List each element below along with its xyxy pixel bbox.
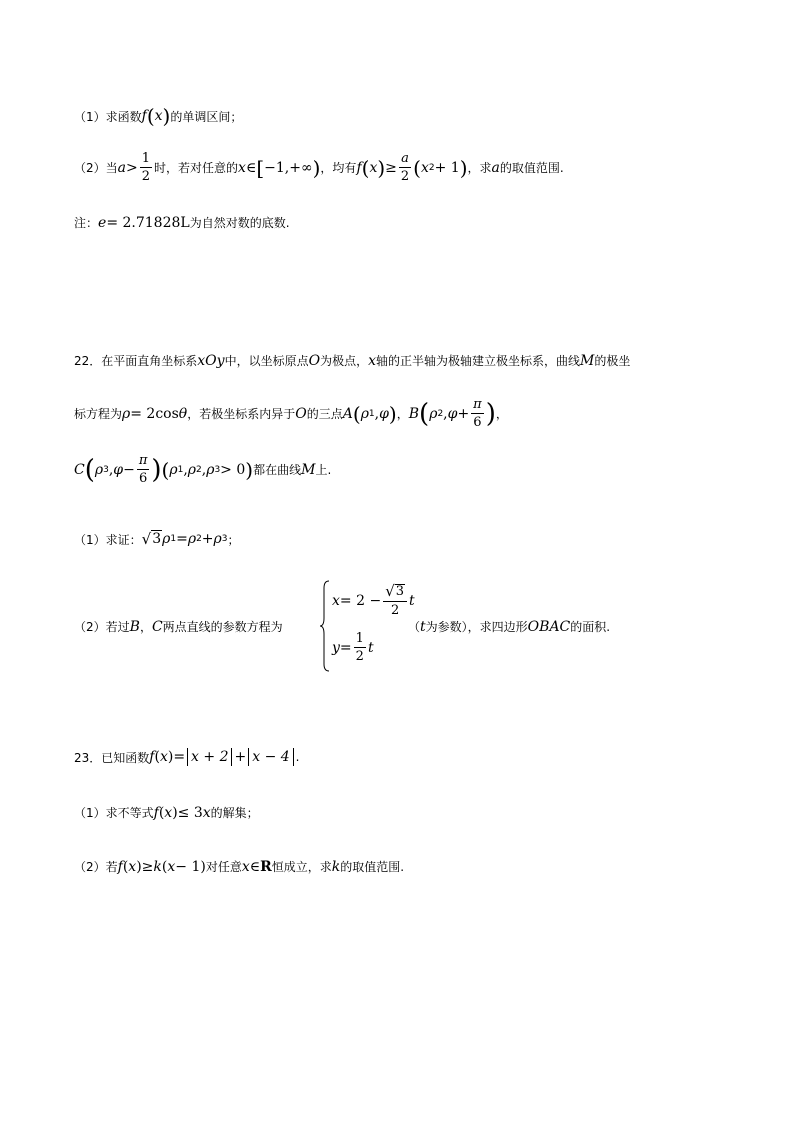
q23-part2: （2）若 f ( x ) ≥ k ( x − 1 ) 对任意 x ∈ R 恒成立，求 k 的取值范围. [74, 858, 405, 875]
op-ge: ≥ [141, 858, 154, 875]
frac-den: 2 [355, 649, 364, 664]
q22-text3: 轴的正半轴为极轴建立极坐标系，曲线 [376, 354, 581, 368]
param-t: t [367, 639, 374, 656]
frac-den: 6 [473, 415, 482, 430]
q22-part2-text1: 两点直线的参数方程为 [162, 620, 283, 634]
var-x: x [369, 159, 378, 176]
separator: ， [396, 407, 409, 421]
frac-num: π [138, 453, 148, 468]
op-plus: + [457, 405, 470, 422]
separator: ， [495, 407, 508, 421]
var-x: x [420, 159, 429, 176]
q23-number: 23．已知函数 [74, 750, 150, 765]
plus-one: + 1 [434, 159, 460, 176]
param-t: t [420, 618, 426, 635]
func-f: f [117, 858, 123, 875]
op-in: ∈ [249, 858, 261, 875]
q22-line2: 标方程为 ρ = 2cos θ ，若极坐标系内异于 O 的三点 A ( ρ 1 , φ ) ， B ( ρ 2 , φ + $\frac{\pi}{6}$ ) ， [74, 397, 508, 430]
minus-one: − 1 [175, 858, 201, 875]
op-le: ≤ 3 [177, 804, 203, 821]
left-brace-icon [320, 580, 330, 672]
q22-part2-tail [408, 618, 610, 635]
op-minus: − [123, 461, 135, 478]
q22-part1: （1）求证： √ 3 ρ 1 = ρ 2 + ρ 3 ； [74, 530, 240, 548]
frac-num: 1 [141, 151, 151, 166]
var-x: x [128, 858, 137, 875]
q21-part2-text2: ，均有 [320, 161, 357, 175]
var-x: x [159, 749, 168, 765]
rho: ρ [94, 461, 104, 478]
var-x: x [368, 352, 376, 369]
q21-part2-text4: 的取值范围. [499, 161, 564, 175]
rho: ρ [360, 405, 369, 422]
point-B: B [129, 618, 140, 635]
rho: ρ [429, 405, 438, 422]
point-C: C [74, 461, 85, 478]
set-R: R [260, 858, 272, 875]
var-k: k [331, 858, 341, 875]
q22-number: 22．在平面直角坐标系 [74, 354, 198, 368]
frac-den: 2 [390, 603, 400, 618]
q21-part2-text1: 时，若对任意的 [154, 161, 239, 175]
point-O: O [308, 352, 321, 369]
quad-OBAC: OBAC [527, 618, 571, 635]
polar-eq: = 2cos [130, 405, 179, 422]
separator: ； [227, 532, 240, 547]
var-x: x [241, 858, 250, 875]
q23-part2-label: （2）若 [74, 860, 118, 874]
point-B: B [408, 405, 420, 422]
abs-x-minus-4: x − 4 [248, 748, 293, 766]
curve-M: M [301, 461, 316, 478]
separator: . [295, 750, 300, 764]
q22-part2 [74, 618, 283, 635]
rho: ρ [169, 461, 178, 478]
q21-part2-text3: ，求 [467, 161, 492, 175]
op-eq: = [173, 749, 186, 765]
q21-part1-tail: 的单调区间； [170, 109, 243, 124]
q22-part2-text2: （ [408, 620, 421, 634]
fraction-one-half [354, 632, 366, 663]
var-x: x [164, 804, 173, 821]
phi: φ [113, 461, 124, 478]
var-a: a [117, 159, 126, 176]
note-label: 注： [74, 216, 99, 230]
radicand: 3 [395, 584, 405, 599]
frac-den: 2 [400, 169, 410, 184]
var-k: k [153, 858, 162, 875]
func-f: f [141, 108, 147, 124]
func-f: f [153, 804, 159, 821]
q22-text4: 的极坐 [594, 354, 631, 368]
var-y: y [332, 639, 340, 656]
q22-part1-label: （1）求证： [74, 532, 142, 547]
q23-part1-label: （1）求不等式 [74, 806, 154, 820]
q23-part2-text3: 的取值范围. [340, 860, 405, 874]
q22-text2: 为极点， [320, 354, 369, 368]
q22-line3-text1: 都在曲线 [253, 463, 302, 477]
q23-part1: （1）求不等式 f ( x ) ≤ 3 x 的解集； [74, 804, 259, 821]
fraction-sqrt3-over-2: √ 3 2 [383, 584, 407, 617]
func-f: f [356, 159, 362, 176]
coord-system: xOy [197, 352, 225, 369]
frac-num: π [473, 397, 482, 412]
separator: ， [139, 620, 152, 634]
e-value: = 2.71828L [106, 214, 190, 231]
rho: ρ [122, 405, 131, 422]
var-x: x [167, 858, 176, 875]
y-equation [332, 632, 374, 663]
abs-x-plus-2: x + 2 [187, 748, 232, 766]
phi: φ [379, 405, 389, 422]
op-eq: = [176, 531, 188, 547]
fraction-pi-over-6 [471, 398, 484, 429]
const-e: e [98, 214, 107, 231]
phi: φ [447, 405, 458, 422]
q21-part2: （2）当 a > $\frac{1}{2}$ 时，若对任意的 x ∈ [ −1,+∞ ) ，均有 f ( x ) ≥ $\frac{a}{2}$ ( x 2 + 1 ) ，求 a 的取值范围. [74, 151, 564, 184]
var-a: a [491, 159, 500, 176]
op-in: ∈ [245, 159, 257, 176]
func-f: f [149, 749, 155, 765]
positive-cond: > 0 [220, 461, 246, 478]
q22-line3-text2: 上. [315, 463, 332, 477]
exponent: 2 [428, 162, 435, 173]
q23-part2-text1: 对任意 [205, 860, 242, 874]
q22-text1: 中，以坐标原点 [224, 354, 309, 368]
curve-M: M [580, 352, 595, 369]
radicand: 3 [152, 531, 162, 547]
q21-part1: （1）求函数 f ( x ) 的单调区间； [74, 104, 243, 128]
point-O: O [295, 405, 307, 422]
sqrt-3: √ 3 [141, 530, 162, 548]
op-ge: ≥ [385, 159, 397, 176]
var-x: x [202, 804, 211, 821]
frac-den: 6 [138, 471, 148, 486]
q23-part1-tail: 的解集； [210, 806, 259, 820]
x-equation [332, 584, 415, 617]
op-plus: + [201, 531, 214, 547]
param-t: t [409, 592, 415, 609]
note-tail: 为自然对数的底数. [189, 216, 290, 230]
q22-line2-text3: 的三点 [306, 407, 343, 421]
x-eq-const: = 2 − [339, 592, 382, 609]
frac-num: 1 [355, 631, 364, 646]
frac-den: 2 [141, 169, 151, 184]
point-A: A [342, 405, 353, 422]
q22-part2-text4: 的面积. [570, 620, 611, 634]
q22-part2-label: （2）若过 [74, 620, 130, 634]
q22-line3: C ( ρ 3 , φ − $\frac{\pi}{6}$ ) ( ρ 1 , ρ 2 , ρ 3 > 0 ) 都在曲线 M 上. [74, 453, 332, 486]
q23-part2-text2: 恒成立，求 [271, 860, 332, 874]
var-x: x [332, 592, 340, 609]
theta: θ [178, 405, 188, 422]
fraction-one-half [140, 152, 152, 183]
q23-line1: 23．已知函数 f ( x ) = x + 2 + x − 4 . [74, 749, 300, 765]
var-x: x [154, 108, 163, 124]
interval: −1,+∞ [264, 159, 313, 176]
op-eq: = [339, 639, 352, 656]
q21-part1-label: （1）求函数 [74, 109, 142, 124]
fraction-pi-over-6 [137, 454, 150, 485]
q21-note [74, 214, 290, 231]
q22-line1 [74, 352, 630, 369]
q22-line2-text1: 标方程为 [74, 407, 123, 421]
q22-part2-text3: 为参数），求四边形 [425, 620, 528, 634]
frac-num: a [401, 151, 409, 166]
q22-line2-text2: ，若极坐标系内异于 [187, 407, 296, 421]
op-gt: > [126, 159, 138, 176]
var-x: x [238, 159, 246, 176]
op-plus: + [234, 749, 247, 765]
q21-part2-label: （2）当 [74, 161, 118, 175]
fraction-a-over-2 [399, 152, 411, 183]
rho: ρ [162, 531, 171, 547]
point-C: C [151, 618, 163, 635]
